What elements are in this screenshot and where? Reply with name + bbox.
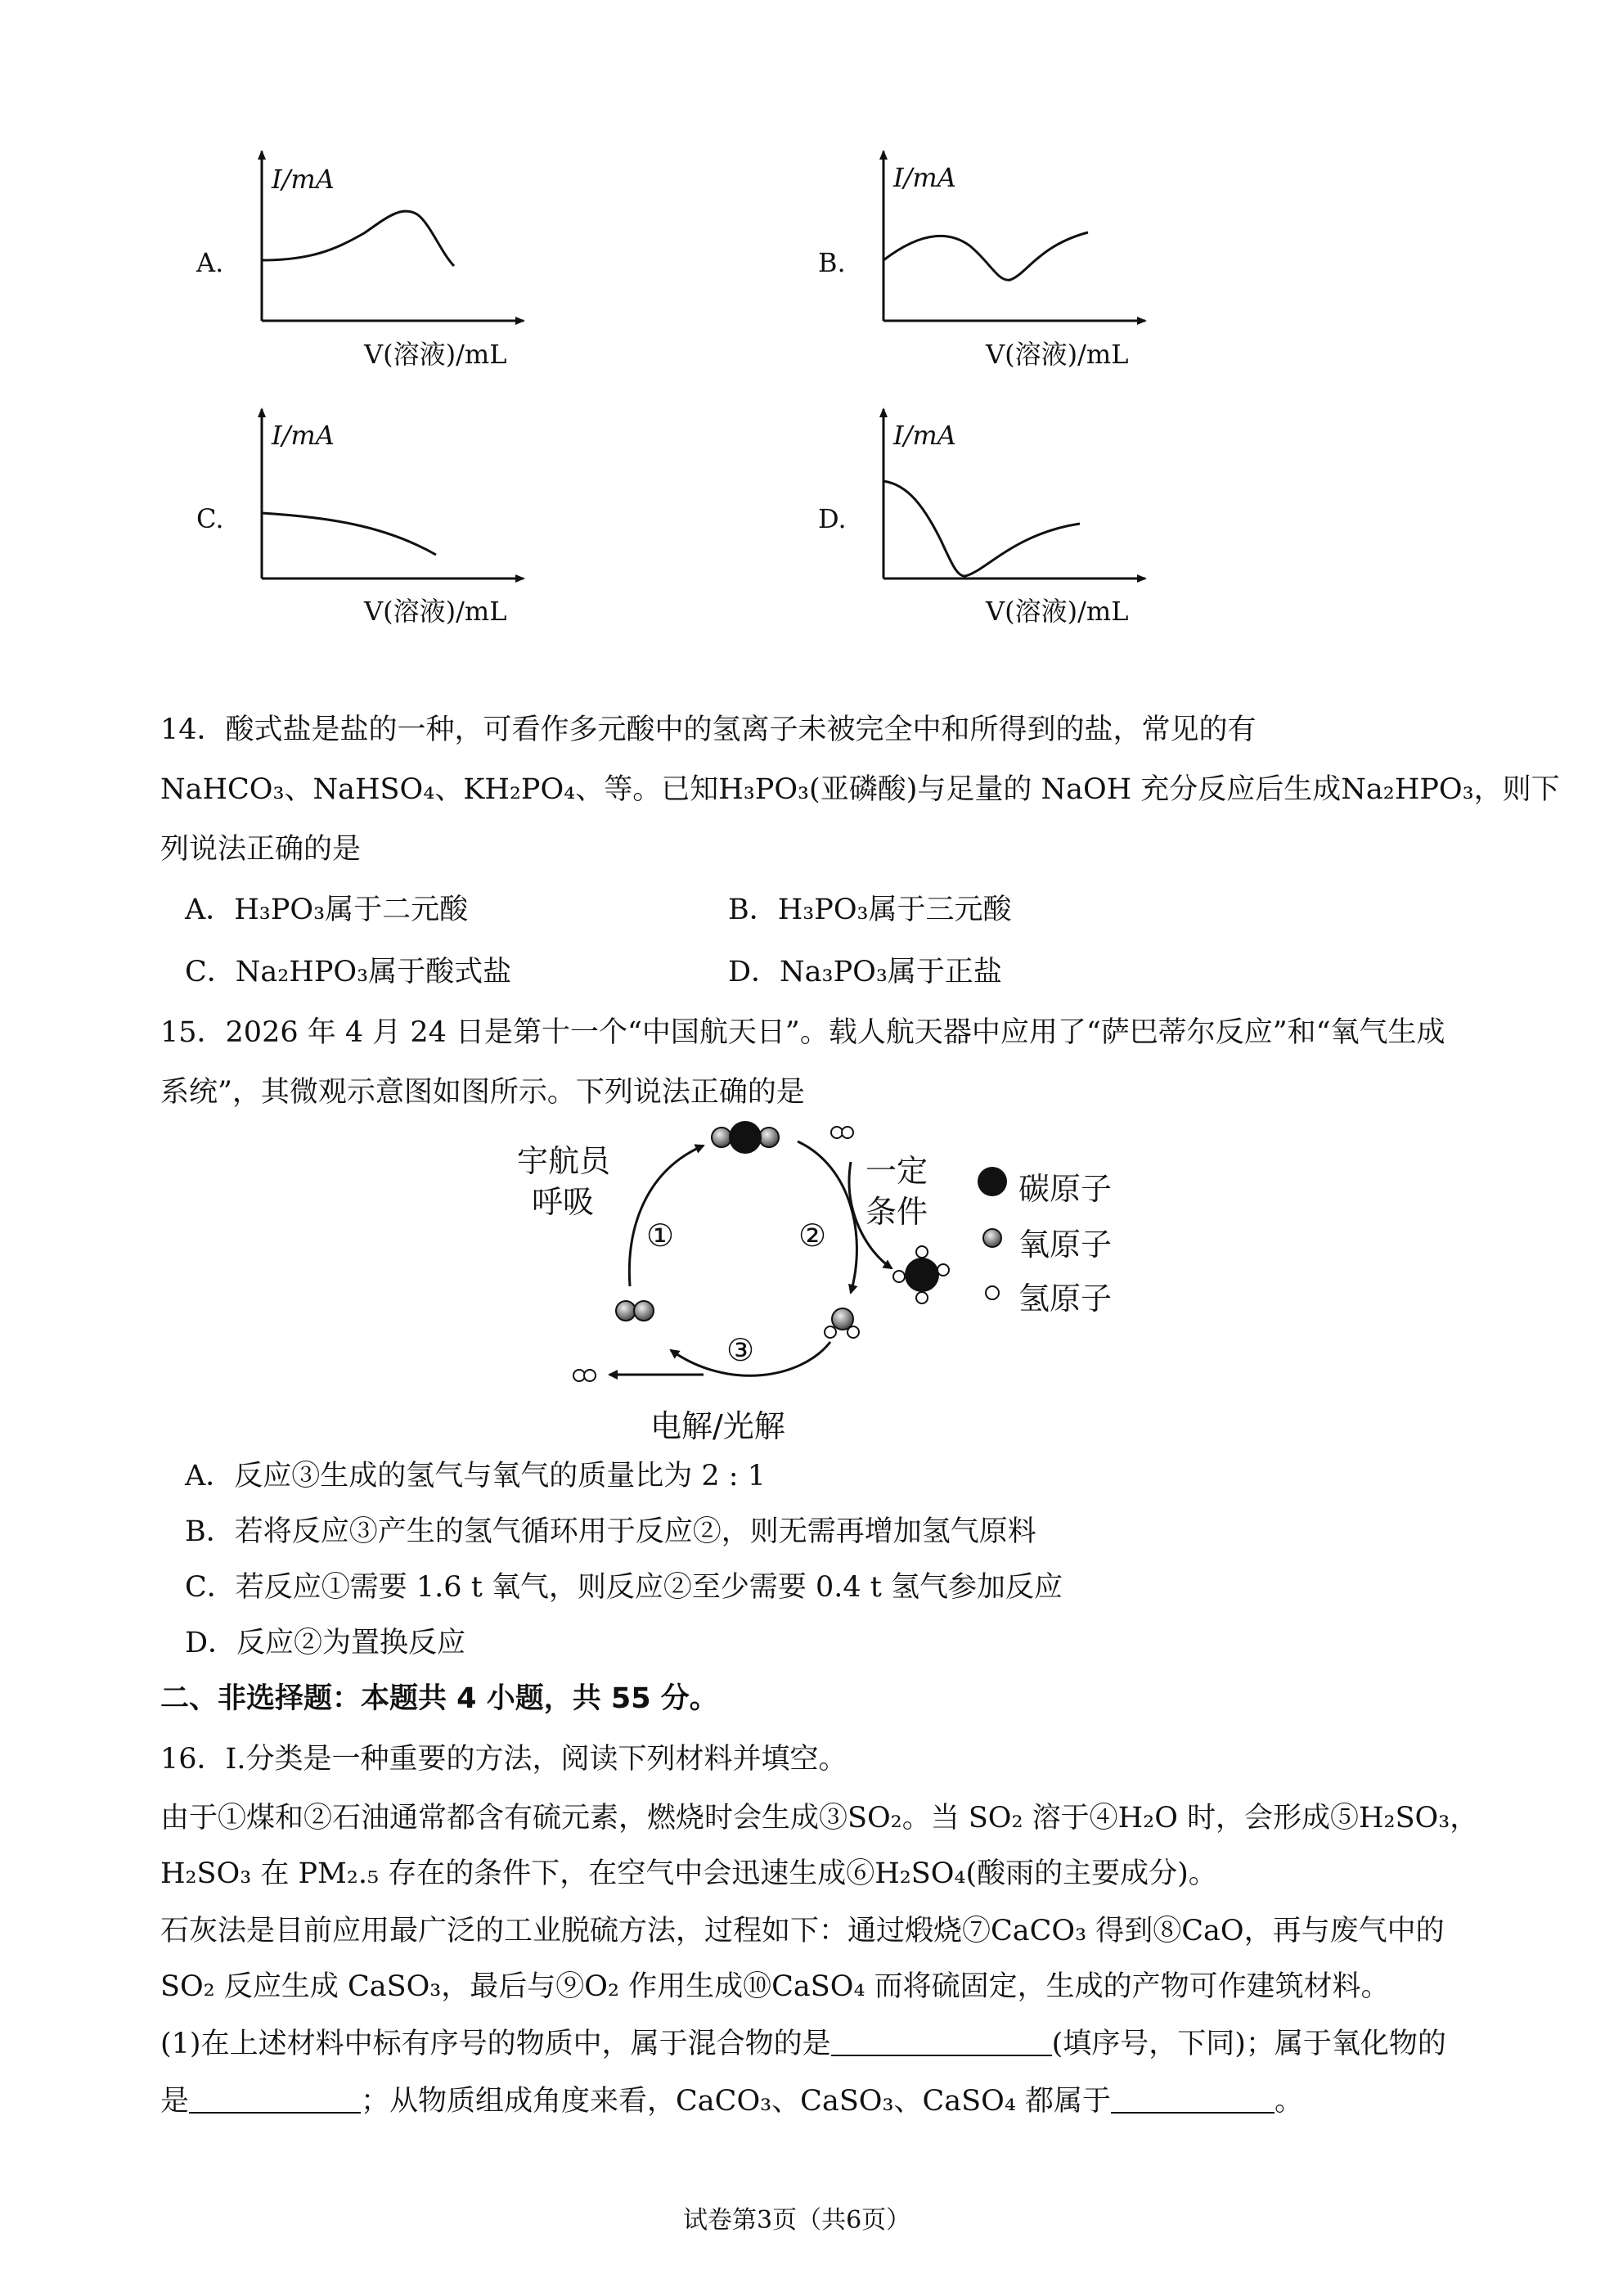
q16-paragraph-line2: H₂SO₃ 在 PM₂.₅ 存在的条件下，在空气中会迅速生成⑥H₂SO₄(酸雨的主要成分)。 — [160, 1857, 1217, 1890]
q16-paragraph-line3: 石灰法是目前应用最广泛的工业脱硫方法，过程如下：通过煅烧⑦CaCO₃ 得到⑧CaO，再与废气中的 — [160, 1915, 1445, 1947]
step1-label: ① — [646, 1218, 675, 1254]
astronaut-label-2: 呼吸 — [532, 1184, 595, 1220]
ch4-molecule — [893, 1246, 949, 1303]
q16-part1-line2 — [160, 2083, 1303, 2119]
q15-option-b[interactable]: B．若将反应③产生的氢气循环用于反应②，则无需再增加氢气原料 — [185, 1515, 1036, 1548]
graph-d-xlabel: V(溶液)/mL — [986, 596, 1129, 627]
graph-a-xlabel: V(溶液)/mL — [364, 339, 507, 370]
legend-hydrogen-icon — [986, 1286, 999, 1299]
section-two-heading: 二、非选择题：本题共 4 小题，共 55 分。 — [160, 1682, 718, 1715]
graph-d-ylabel: I/mA — [893, 420, 956, 451]
answer-blank-mixture[interactable] — [831, 2030, 1052, 2056]
q14-option-c[interactable]: C．Na₂HPO₃属于酸式盐 — [185, 956, 512, 988]
condition-label-2: 条件 — [865, 1194, 928, 1230]
graph-b-ylabel: I/mA — [893, 162, 956, 193]
step2-label: ② — [798, 1218, 827, 1254]
astronaut-label-1: 宇航员 — [517, 1143, 611, 1179]
o2-molecule-left — [616, 1301, 654, 1321]
q16-part1-prompt-b: (填序号，下同)；属于氧化物的 — [1051, 2028, 1446, 2060]
q16-heading: 16．Ⅰ.分类是一种重要的方法，阅读下列材料并填空。 — [160, 1743, 847, 1776]
legend-carbon-label: 碳原子 — [1018, 1171, 1113, 1207]
graph-c-xlabel: V(溶液)/mL — [364, 596, 507, 627]
q15-option-a[interactable]: A．反应③生成的氢气与氧气的质量比为 2 : 1 — [185, 1460, 766, 1492]
q16-part1-prompt-c: 是 — [160, 2085, 190, 2118]
graph-b-xlabel: V(溶液)/mL — [986, 339, 1129, 370]
q16-paragraph-line1: 由于①煤和②石油通常都含有硫元素，燃烧时会生成③SO₂。当 SO₂ 溶于④H₂O 时，会形成⑤H₂SO₃， — [160, 1802, 1479, 1835]
q16-part1-prompt-e: 。 — [1275, 2085, 1304, 2118]
answer-blank-oxide[interactable] — [189, 2087, 361, 2114]
q16-part1-line1 — [160, 2026, 1446, 2062]
condition-label-1: 一定 — [865, 1153, 928, 1189]
q14-option-d[interactable]: D．Na₃PO₃属于正盐 — [728, 956, 1002, 988]
page-footer: 试卷第3页（共6页） — [683, 2206, 911, 2235]
q14-stem-line2: NaHCO₃、NaHSO₄、KH₂PO₄、等。已知H₃PO₃(亚磷酸)与足量的 NaOH 充分反应后生成Na₂HPO₃，则下 — [160, 773, 1560, 806]
q15-stem-line1: 15．2026 年 4 月 24 日是第十一个“中国航天日”。载人航天器中应用了“萨巴蒂尔反应”和“氧气生成 — [160, 1016, 1445, 1049]
q14-stem-line1: 14．酸式盐是盐的一种，可看作多元酸中的氢离子未被完全中和所得到的盐，常见的有 — [160, 714, 1257, 746]
h2-molecule-top — [831, 1127, 853, 1138]
graph-d-letter: D. — [818, 503, 847, 534]
q15-option-c[interactable]: C．若反应①需要 1.6 t 氧气，则反应②至少需要 0.4 t 氢气参加反应 — [185, 1571, 1063, 1604]
q14-option-a[interactable]: A．H₃PO₃属于二元酸 — [185, 894, 469, 926]
q14-stem-line3: 列说法正确的是 — [160, 833, 362, 866]
q14-option-b[interactable]: B．H₃PO₃属于三元酸 — [728, 894, 1012, 926]
co2-molecule — [712, 1121, 779, 1154]
legend-oxygen-label: 氧原子 — [1018, 1227, 1113, 1263]
graph-a-letter: A. — [196, 247, 224, 278]
graph-a-ylabel: I/mA — [272, 164, 335, 195]
q15-stem-line2: 系统”，其微观示意图如图所示。下列说法正确的是 — [160, 1076, 805, 1109]
legend-hydrogen-label: 氢原子 — [1018, 1281, 1113, 1317]
q16-paragraph-line4: SO₂ 反应生成 CaSO₃，最后与⑨O₂ 作用生成⑩CaSO₄ 而将硫固定，生成的产物可作建筑材料。 — [160, 1970, 1390, 2003]
legend-carbon-icon — [978, 1167, 1007, 1196]
step3-label: ③ — [726, 1332, 755, 1368]
graph-b-letter: B. — [818, 247, 846, 278]
h2o-molecule — [825, 1308, 859, 1338]
graph-c-ylabel: I/mA — [272, 420, 335, 451]
graph-c-letter: C. — [196, 503, 224, 534]
electrolysis-label: 电解/光解 — [650, 1408, 785, 1444]
legend-oxygen-icon — [983, 1229, 1001, 1247]
answer-blank-category[interactable] — [1111, 2087, 1275, 2114]
h2-molecule-bottom — [573, 1370, 596, 1381]
q16-part1-prompt-a: (1)在上述材料中标有序号的物质中，属于混合物的是 — [160, 2028, 831, 2060]
q15-option-d[interactable]: D．反应②为置换反应 — [185, 1627, 466, 1659]
q16-part1-prompt-d: ；从物质组成角度来看，CaCO₃、CaSO₃、CaSO₄ 都属于 — [361, 2085, 1111, 2118]
